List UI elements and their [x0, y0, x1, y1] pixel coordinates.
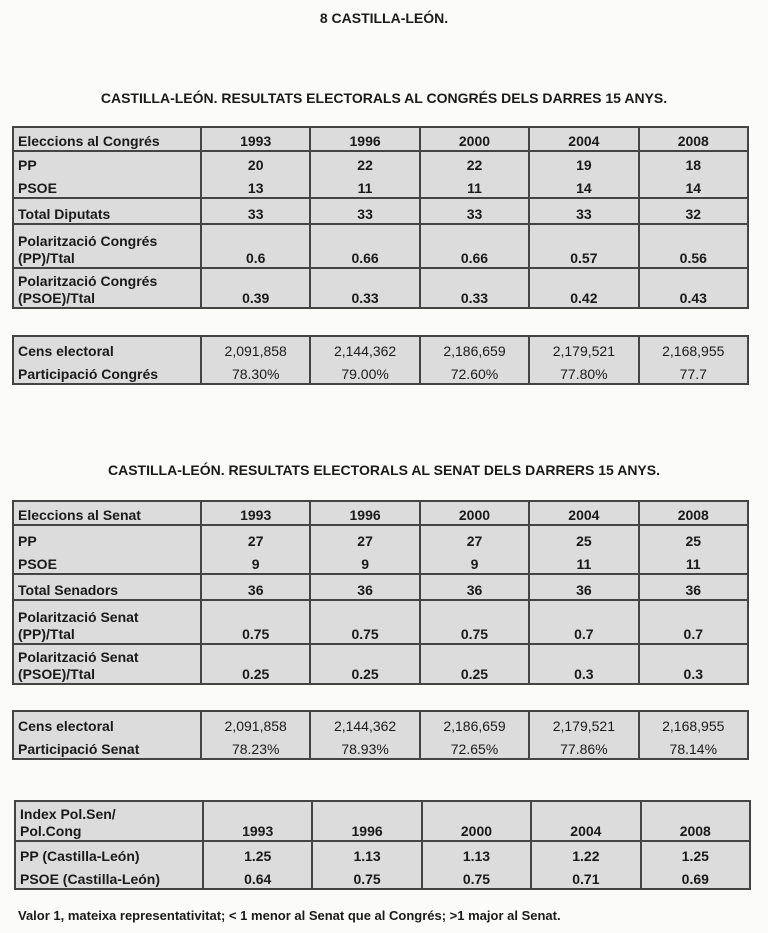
- table-row: [13, 550, 748, 574]
- table-cell: 22: [420, 151, 529, 173]
- row-label-line: (PSOE)/Ttal: [18, 290, 96, 306]
- table-cell: 0.25: [310, 644, 419, 684]
- table-cell: 2008: [641, 801, 750, 841]
- page-title: 8 CASTILLA-LEÓN.: [319, 10, 449, 26]
- table-cell: 2,144,362: [310, 711, 419, 735]
- table-cell: 0.69: [641, 865, 750, 889]
- table-cell: Eleccions al Senat: [13, 501, 201, 525]
- table-cell: [13, 600, 201, 643]
- table-cell: 1993: [203, 801, 312, 841]
- table-cell: 33: [420, 198, 529, 224]
- table-cell: 1.13: [312, 841, 421, 865]
- table-cell: Total Diputats: [13, 198, 201, 224]
- table-cell: 0.75: [420, 600, 529, 643]
- table-cell: 2,144,362: [310, 336, 419, 360]
- table-cell: [13, 644, 201, 684]
- table-row: [13, 268, 748, 308]
- table-cell: 36: [639, 574, 748, 600]
- table-cell: 1.25: [203, 841, 312, 865]
- table-cell: 0.66: [420, 224, 529, 267]
- table-cell: 77.86%: [529, 735, 638, 759]
- table-cell: Total Senadors: [13, 574, 201, 600]
- table-cell: 11: [310, 174, 419, 198]
- table-cell: 2,179,521: [529, 336, 638, 360]
- table-cell: Cens electoral: [13, 711, 201, 735]
- table-cell: 2004: [529, 127, 638, 151]
- table-cell: 33: [310, 198, 419, 224]
- table-row: [13, 525, 748, 549]
- table-row: [13, 735, 748, 759]
- table-row: [13, 600, 748, 643]
- table-cell: 33: [529, 198, 638, 224]
- table-cell: 0.3: [639, 644, 748, 684]
- table-cell: 77.80%: [529, 360, 638, 384]
- senat-title: CASTILLA-LEÓN. RESULTATS ELECTORALS AL SENAT DELS DARRERS 15 ANYS.: [108, 462, 660, 478]
- row-label-line: Index Pol.Sen/: [20, 806, 116, 822]
- table-cell: 72.65%: [420, 735, 529, 759]
- table-cell: [13, 224, 201, 267]
- table-row: [15, 801, 750, 841]
- congres-results-table: [12, 126, 749, 309]
- table-cell: 78.23%: [201, 735, 310, 759]
- senat-results-table: [12, 500, 749, 685]
- table-cell: 0.75: [201, 600, 310, 643]
- table-cell: 2,091,858: [201, 711, 310, 735]
- table-cell: PSOE (Castilla-León): [15, 865, 203, 889]
- table-row: [15, 841, 750, 865]
- table-cell: 2004: [529, 501, 638, 525]
- row-label-line: (PP)/Ttal: [18, 625, 75, 642]
- table-cell: 27: [310, 525, 419, 549]
- table-cell: Participació Congrés: [13, 360, 201, 384]
- table-cell: 0.7: [639, 600, 748, 643]
- table-cell: 0.7: [529, 600, 638, 643]
- table-cell: 36: [310, 574, 419, 600]
- table-cell: 0.75: [422, 865, 531, 889]
- row-label-line: (PP)/Ttal: [18, 249, 75, 266]
- table-row: [13, 151, 748, 173]
- table-cell: 9: [420, 550, 529, 574]
- table-cell: 0.75: [310, 600, 419, 643]
- table-cell: 9: [310, 550, 419, 574]
- table-cell: 0.64: [203, 865, 312, 889]
- index-table: [14, 800, 751, 890]
- table-cell: 78.93%: [310, 735, 419, 759]
- table-cell: 11: [639, 550, 748, 574]
- table-cell: 19: [529, 151, 638, 173]
- table-cell: 1996: [310, 501, 419, 525]
- table-cell: 2000: [422, 801, 531, 841]
- table-cell: 2008: [639, 127, 748, 151]
- table-cell: 72.60%: [420, 360, 529, 384]
- table-cell: 1.13: [422, 841, 531, 865]
- table-row: [13, 501, 748, 525]
- table-row: [13, 360, 748, 384]
- table-cell: 22: [310, 151, 419, 173]
- table-cell: 13: [201, 174, 310, 198]
- table-cell: 1996: [312, 801, 421, 841]
- table-cell: 27: [420, 525, 529, 549]
- table-cell: 0.25: [420, 644, 529, 684]
- table-cell: 2000: [420, 501, 529, 525]
- table-cell: 1996: [310, 127, 419, 151]
- table-cell: 0.42: [529, 268, 638, 308]
- table-cell: 36: [420, 574, 529, 600]
- table-row: [13, 574, 748, 600]
- table-cell: PSOE: [13, 174, 201, 198]
- table-cell: 1.25: [641, 841, 750, 865]
- table-cell: 2,168,955: [639, 711, 748, 735]
- row-label-line: Polarització Senat: [18, 649, 139, 665]
- table-cell: [13, 268, 201, 308]
- table-row: [15, 865, 750, 889]
- table-cell: 2,179,521: [529, 711, 638, 735]
- table-cell: 2004: [531, 801, 640, 841]
- table-row: [13, 336, 748, 360]
- table-cell: 0.33: [420, 268, 529, 308]
- footnote: Valor 1, mateixa representativitat; < 1 menor al Senat que al Congrés; >1 major al Senat.: [18, 908, 561, 923]
- table-row: [13, 224, 748, 267]
- table-cell: PP: [13, 525, 201, 549]
- table-cell: 1993: [201, 501, 310, 525]
- table-cell: 11: [420, 174, 529, 198]
- table-cell: 36: [201, 574, 310, 600]
- congres-title: CASTILLA-LEÓN. RESULTATS ELECTORALS AL CONGRÉS DELS DARRES 15 ANYS.: [100, 90, 668, 106]
- table-cell: Participació Senat: [13, 735, 201, 759]
- congres-census-table: [12, 335, 749, 385]
- table-cell: 78.14%: [639, 735, 748, 759]
- table-row: [13, 711, 748, 735]
- table-cell: 0.56: [639, 224, 748, 267]
- table-cell: 32: [639, 198, 748, 224]
- table-cell: 1993: [201, 127, 310, 151]
- table-cell: 78.30%: [201, 360, 310, 384]
- row-label-line: Pol.Cong: [20, 823, 82, 839]
- table-cell: 14: [529, 174, 638, 198]
- table-cell: 2,091,858: [201, 336, 310, 360]
- table-cell: 0.25: [201, 644, 310, 684]
- table-cell: Eleccions al Congrés: [13, 127, 201, 151]
- table-cell: 2,168,955: [639, 336, 748, 360]
- table-row: [13, 198, 748, 224]
- table-cell: 33: [201, 198, 310, 224]
- table-cell: 0.43: [639, 268, 748, 308]
- table-cell: 1.22: [531, 841, 640, 865]
- table-cell: PP (Castilla-León): [15, 841, 203, 865]
- table-cell: Cens electoral: [13, 336, 201, 360]
- table-cell: 25: [529, 525, 638, 549]
- row-label-line: Polarització Senat: [18, 608, 139, 625]
- table-cell: 0.66: [310, 224, 419, 267]
- table-cell: 0.57: [529, 224, 638, 267]
- table-cell: 2,186,659: [420, 711, 529, 735]
- senat-census-table: [12, 710, 749, 760]
- table-cell: 27: [201, 525, 310, 549]
- table-row: [13, 174, 748, 198]
- table-row: [13, 127, 748, 151]
- table-cell: 0.39: [201, 268, 310, 308]
- table-row: [13, 644, 748, 684]
- table-cell: 2000: [420, 127, 529, 151]
- table-cell: 0.71: [531, 865, 640, 889]
- table-cell: PSOE: [13, 550, 201, 574]
- table-cell: 20: [201, 151, 310, 173]
- table-cell: 0.33: [310, 268, 419, 308]
- table-cell: 0.6: [201, 224, 310, 267]
- table-cell: 0.3: [529, 644, 638, 684]
- row-label-line: Polarització Congrés: [18, 232, 158, 249]
- table-cell: 9: [201, 550, 310, 574]
- table-cell: 79.00%: [310, 360, 419, 384]
- table-cell: PP: [13, 151, 201, 173]
- table-cell: 11: [529, 550, 638, 574]
- table-cell: 18: [639, 151, 748, 173]
- table-cell: 36: [529, 574, 638, 600]
- table-cell: [15, 801, 203, 841]
- row-label-line: Polarització Congrés: [18, 273, 158, 289]
- table-cell: 25: [639, 525, 748, 549]
- row-label-line: (PSOE)/Ttal: [18, 666, 96, 682]
- table-cell: 77.7: [639, 360, 748, 384]
- table-cell: 2,186,659: [420, 336, 529, 360]
- table-cell: 0.75: [312, 865, 421, 889]
- table-cell: 2008: [639, 501, 748, 525]
- table-cell: 14: [639, 174, 748, 198]
